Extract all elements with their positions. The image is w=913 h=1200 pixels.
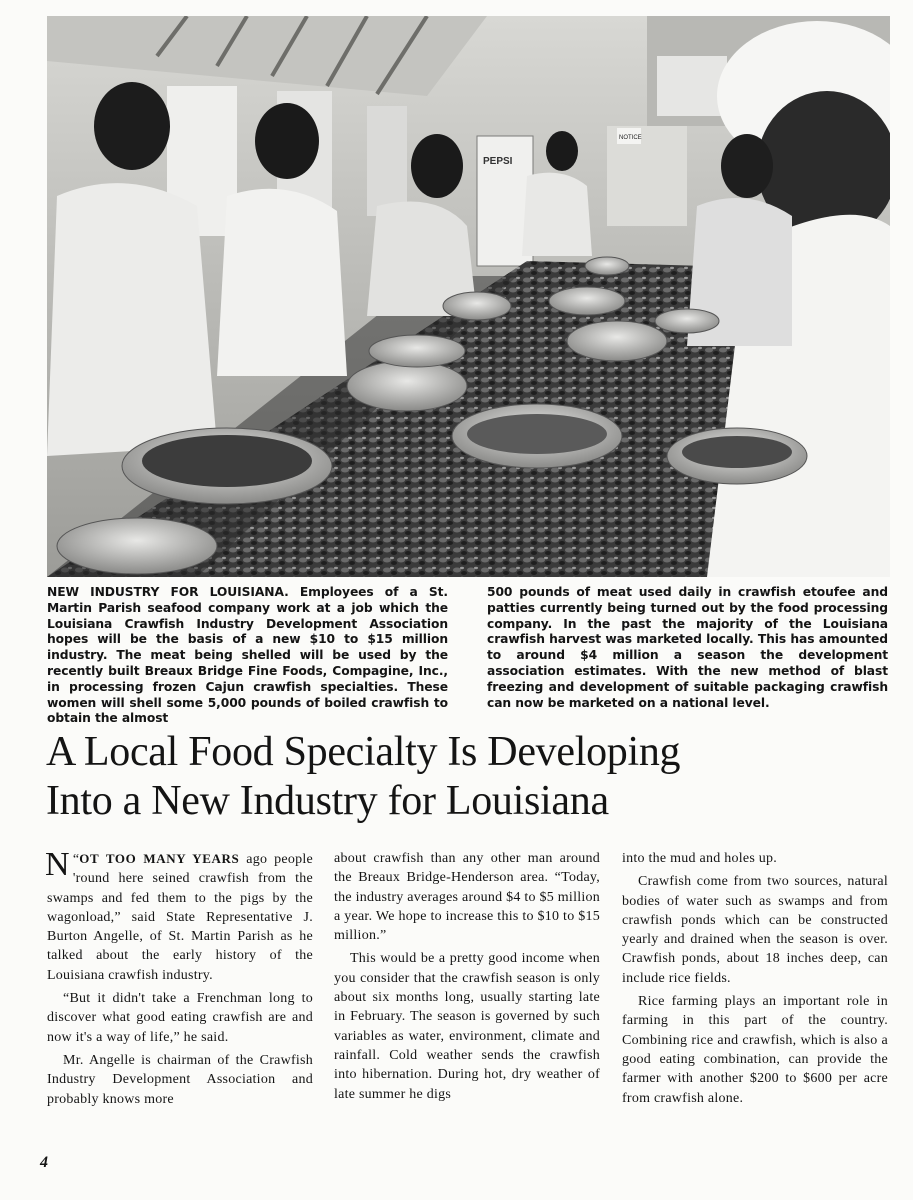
page-number: 4: [40, 1154, 48, 1171]
article-paragraph: Crawfish come from two sources, natural bodies of water such as swamps and from crawfish ponds which can be constructed yearly and drained when the season is over. Crawfish ponds, about 18 inches deep, can include rice fields.: [622, 874, 888, 986]
svg-text:NOTICE: NOTICE: [619, 135, 642, 141]
lead-in-caps: OT TOO MANY YEARS: [79, 851, 240, 866]
article-paragraph: This would be a pretty good income when you consider that the crawfish season is only about six months long, usually starting late in February. The season is governed by such variables as water, environment, climate and rainfall. Cold weather sends the crawfish into hibernation. During hot, dry weather of late summer he digs: [334, 951, 600, 1102]
article-paragraph: Rice farming plays an important role in farming in this part of the country. Combining rice and crawfish, which is also a good eating combination, can provide the farmer with another $200 to $600 per acre from crawfish alone.: [622, 994, 888, 1106]
article-paragraph: into the mud and holes up.: [622, 851, 778, 866]
headline-line-2: Into a New Industry for Louisiana: [46, 778, 609, 824]
workers-photo: [47, 16, 890, 577]
pepsi-label: PEPSI: [483, 156, 513, 167]
article-column-2: [334, 849, 600, 1104]
photo-caption-left: NEW INDUSTRY FOR LOUISIANA. Employees of a St. Martin Parish seafood company work at a job which the Louisiana Crawfish Industry Development Association hopes will be the basis of a new $10 to $15 million industry. The meat being shelled will be used by the recently built Breaux Bridge Fine Foods, Compagine, Inc., in processing frozen Cajun crawfish specialties. These women will shell some 5,000 pounds of boiled crawfish to obtain the almost: [47, 585, 448, 726]
article-headline: [46, 728, 886, 826]
photo-illustration: [47, 16, 890, 577]
photo-caption-right: 500 pounds of meat used daily in crawfish etoufee and patties currently being turned out by the food processing company. In the past the majority of the Louisiana crawfish harvest was marketed locally. This has amounted to around $4 million a season the development association estimates. With the new method of blast freezing and development of suitable packaging crawfish can now be marketed on a national level.: [487, 585, 888, 710]
article-paragraph: about crawfish than any other man around the Breaux Bridge-Henderson area. “Today, the industry averages around $4 to $5 million a year. We hope to increase this to $10 to $15 million.”: [334, 851, 600, 944]
article-paragraph: Mr. Angelle is chairman of the Crawfish Industry Development Association and probably knows more: [47, 1052, 313, 1107]
article-column-1: [45, 846, 313, 1109]
article-column-3: [622, 849, 888, 1108]
lead-paragraph-text: ago people 'round here seined crawfish from the swamps and fed them to the pigs by the wagonload,” said State Representative J. Burton Angelle, of St. Martin Parish as he talked about the early history of the Louisiana crawfish industry.: [47, 852, 313, 983]
opening-quote: “: [72, 852, 80, 867]
drop-cap: N: [45, 846, 70, 883]
article-paragraph: “But it didn't take a Frenchman long to discover what good eating crawfish are and now it's a way of life,” he said.: [47, 991, 313, 1045]
headline-line-1: A Local Food Specialty Is Developing: [46, 729, 681, 775]
article-paragraph: [45, 846, 313, 985]
